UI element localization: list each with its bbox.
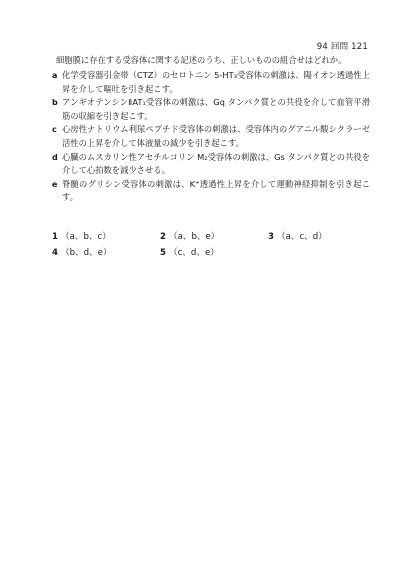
answer-choice[interactable] — [160, 248, 268, 259]
answer-number: 3 — [268, 232, 274, 242]
question-number: 94 回問 121 — [316, 42, 368, 52]
option-item — [52, 69, 370, 96]
option-list — [52, 69, 370, 205]
answer-combination: （a、b、e） — [168, 232, 220, 242]
option-text: 心臓のムスカリン性アセチルコリン M₂受容体の刺激は、Gs タンパク質との共役を介して心拍数を減少させる。 — [62, 151, 370, 176]
answer-number: 2 — [160, 232, 166, 242]
answer-number: 4 — [52, 248, 58, 258]
option-letter: a — [52, 71, 58, 80]
answer-combination: （b、d、e） — [60, 248, 112, 258]
option-letter: c — [52, 125, 57, 135]
option-letter: d — [52, 152, 58, 162]
answer-choice[interactable] — [52, 232, 160, 243]
option-letter: e — [52, 179, 58, 189]
option-text: アンギオテンシンⅡAT₁受容体の刺激は、Gq タンパク質との共役を介して血管平滑筋の収縮を引き起こす。 — [62, 97, 370, 121]
answer-combination: （a、c、d） — [276, 232, 327, 242]
question-stem: 細胞膜に存在する受容体に関する記述のうち、正しいものの組合せはどれか。 — [56, 55, 347, 65]
answer-combination: （a、b、c） — [60, 232, 111, 242]
answer-number: 1 — [52, 232, 58, 242]
option-item — [52, 151, 370, 178]
answer-choices — [52, 232, 362, 259]
option-item — [52, 178, 370, 205]
answer-choice[interactable] — [52, 248, 160, 259]
option-item — [52, 123, 370, 150]
option-text: 化学受容器引金帯（CTZ）のセロトニン 5-HT₃受容体の刺激は、陽イオン透過性上昇を介して嘔吐を引き起こす。 — [62, 70, 370, 94]
answer-choice[interactable] — [160, 232, 268, 243]
option-text: 脊髄のグリシン受容体の刺激は、K⁺透過性上昇を介して運動神経抑制を引き起こす。 — [62, 178, 370, 203]
answer-combination: （c、d、e） — [168, 248, 219, 258]
answer-choice[interactable] — [268, 232, 368, 243]
option-item — [52, 96, 370, 123]
option-text: 心房性ナトリウム利尿ペプチド受容体の刺激は、受容体内のグアニル酸シクラーゼ活性の上昇を介して体液量の減少を引き起こす。 — [62, 124, 370, 148]
answer-number: 5 — [160, 248, 166, 258]
option-letter: b — [52, 98, 58, 108]
